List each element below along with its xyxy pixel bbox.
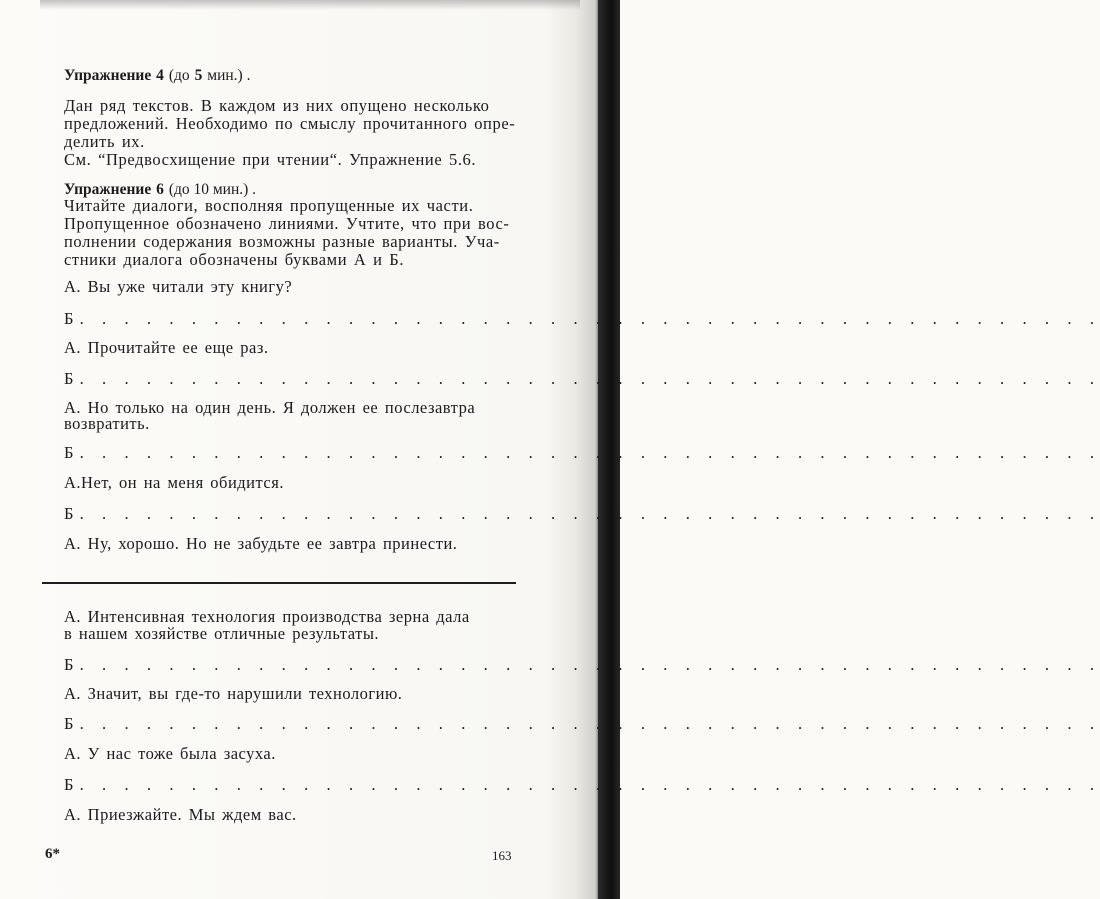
dialogue-1-blank-b: Б. . . . . . . . . . . . . . . . . . . . . . . . . . . . . . . . . . . . . . . . . . . . . . — [64, 369, 1100, 388]
dialogue-1-line-a: А.Нет, он на меня обидится. — [64, 473, 284, 492]
exercise-4-time-open: (до — [168, 67, 190, 84]
dialogue-1-line-a: А. Но только на один день. Я должен ее послезавтра — [64, 398, 476, 417]
dialogue-2-blank-b: Б. . . . . . . . . . . . . . . . . . . . . . . . . . . . . . . . . . . . . . . . . . . . . . — [64, 655, 1100, 674]
exercise-4-number: 4 — [156, 67, 164, 84]
top-bleed-through — [40, 0, 580, 10]
exercise-6-text-line: стники диалога обозначены буквами А и Б. — [64, 250, 405, 269]
signature-mark: 6* — [45, 846, 60, 862]
dialogue-2-line-a-cont: в нашем хозяйстве отличные результаты. — [64, 624, 380, 643]
exercise-4-text-line: делить их. — [64, 132, 145, 151]
exercise-6-text-line: полнении содержания возможны разные варианты. Уча- — [64, 232, 500, 251]
exercise-6-text-line: Читайте диалоги, восполняя пропущенные их части. — [64, 196, 474, 215]
dialogue-2-line-a: А. Значит, вы где-то нарушили технологию. — [64, 684, 403, 703]
exercise-4-text — [64, 97, 534, 169]
exercise-4-time-close: мин.) . — [207, 67, 251, 84]
exercise-6-label: Упражнение — [64, 181, 152, 198]
dialogue-1-line-a: А. Вы уже читали эту книгу? — [64, 277, 293, 296]
exercise-6-time: (до 10 мин.) . — [168, 181, 257, 198]
dialogue-1-blank-b: Б. . . . . . . . . . . . . . . . . . . . . . . . . . . . . . . . . . . . . . . . . . . . . . — [64, 443, 1100, 462]
dialogue-1-line-a: А. Ну, хорошо. Но не забудьте ее завтра принести. — [64, 534, 458, 553]
dialogue-2-line-a: А. Приезжайте. Мы ждем вас. — [64, 805, 297, 824]
exercise-4-text-line: предложений. Необходимо по смыслу прочитанного опре- — [64, 114, 516, 133]
exercise-6-number: 6 — [156, 181, 164, 198]
exercise-6-text — [64, 197, 534, 269]
exercise-4-text-line: Дан ряд текстов. В каждом из них опущено несколько — [64, 96, 490, 115]
exercise-4-reference: См. “Предвосхищение при чтении“. Упражнение 5.6. — [64, 150, 477, 169]
exercise-4-label: Упражнение — [64, 67, 152, 84]
dialogue-1-line-a: А. Прочитайте ее еще раз. — [64, 338, 269, 357]
page-number: 163 — [492, 848, 512, 863]
dialogue-2-blank-b: Б. . . . . . . . . . . . . . . . . . . . . . . . . . . . . . . . . . . . . . . . . . . . . . — [64, 775, 1100, 794]
dialogue-2-blank-b: Б. . . . . . . . . . . . . . . . . . . . . . . . . . . . . . . . . . . . . . . . . . . . . . — [64, 714, 1100, 733]
dialogue-2-line-a: А. Интенсивная технология производства зерна дала — [64, 607, 470, 626]
dialogue-1-blank-b: Б. . . . . . . . . . . . . . . . . . . . . . . . . . . . . . . . . . . . . . . . . . . . . . — [64, 309, 1100, 328]
dialogue-1-line-a-cont: возвратить. — [64, 414, 150, 433]
exercise-4-heading — [64, 66, 534, 85]
dialogue-1-blank-b: Б. . . . . . . . . . . . . . . . . . . . . . . . . . . . . . . . . . . . . . . . . . . . . . — [64, 504, 1100, 523]
exercise-4-time-num: 5 — [194, 67, 203, 84]
dialogue-2-line-a: А. У нас тоже была засуха. — [64, 744, 276, 763]
section-divider — [42, 582, 516, 584]
exercise-6-text-line: Пропущенное обозначено линиями. Учтите, что при вос- — [64, 214, 510, 233]
